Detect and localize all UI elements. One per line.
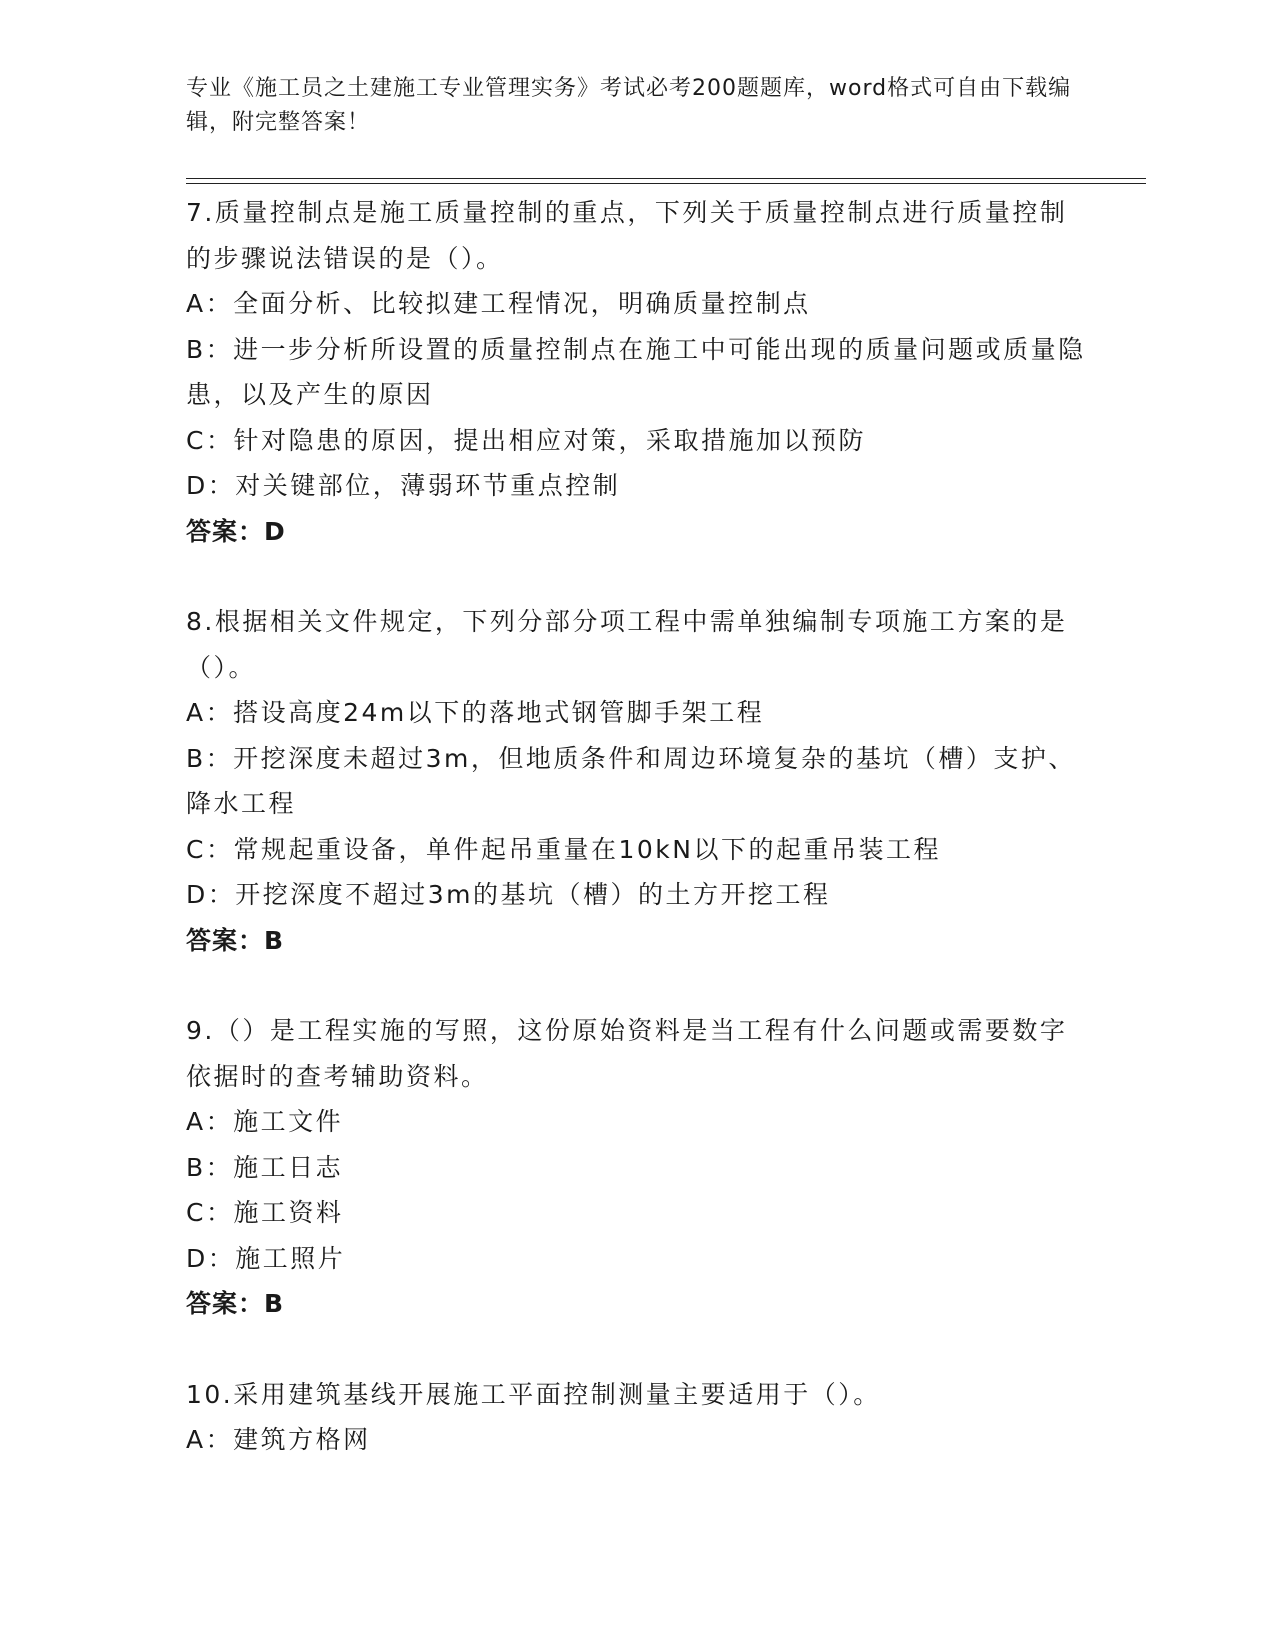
option-c: C：常规起重设备，单件起吊重量在10kN以下的起重吊装工程 — [186, 834, 941, 864]
question-10 — [186, 1372, 1086, 1463]
option-d: D：施工照片 — [186, 1243, 346, 1273]
question-stem: 7.质量控制点是施工质量控制的重点，下列关于质量控制点进行质量控制的步骤说法错误的是（）。 — [186, 198, 1068, 273]
question-spacer — [186, 1327, 1086, 1372]
option-b: B：开挖深度未超过3m，但地质条件和周边环境复杂的基坑（槽）支护、降水工程 — [186, 743, 1076, 818]
answer-label: 答案：D — [186, 516, 286, 546]
option-a: A：施工文件 — [186, 1107, 344, 1136]
question-9 — [186, 1008, 1086, 1327]
question-stem: 8.根据相关文件规定，下列分部分项工程中需单独编制专项施工方案的是（）。 — [186, 607, 1068, 682]
option-b: B：施工日志 — [186, 1152, 344, 1182]
option-d: D：开挖深度不超过3m的基坑（槽）的土方开挖工程 — [186, 880, 831, 909]
header-divider-bottom — [186, 183, 1146, 184]
option-a: A：建筑方格网 — [186, 1425, 371, 1454]
answer-label: 答案：B — [186, 925, 285, 955]
question-8 — [186, 599, 1086, 963]
question-spacer — [186, 963, 1086, 1008]
header-divider-top — [186, 178, 1146, 179]
option-b: B：进一步分析所设置的质量控制点在施工中可能出现的质量问题或质量隐患，以及产生的原因 — [186, 334, 1086, 409]
option-d: D：对关键部位，薄弱环节重点控制 — [186, 471, 621, 500]
question-stem: 10.采用建筑基线开展施工平面控制测量主要适用于（）。 — [186, 1379, 881, 1409]
question-list — [186, 190, 1086, 1463]
option-a: A：搭设高度24m以下的落地式钢管脚手架工程 — [186, 698, 765, 727]
option-a: A：全面分析、比较拟建工程情况，明确质量控制点 — [186, 289, 811, 318]
answer-label: 答案：B — [186, 1289, 285, 1318]
option-c: C：施工资料 — [186, 1198, 344, 1227]
option-c: C：针对隐患的原因，提出相应对策，采取措施加以预防 — [186, 425, 866, 455]
question-spacer — [186, 554, 1086, 599]
question-stem: 9.（）是工程实施的写照，这份原始资料是当工程有什么问题或需要数字依据时的查考辅助资料。 — [186, 1016, 1068, 1091]
document-header: 专业《施工员之土建施工专业管理实务》考试必考200题题库，word格式可自由下载编辑，附完整答案！ — [186, 76, 1072, 135]
question-7 — [186, 190, 1086, 554]
